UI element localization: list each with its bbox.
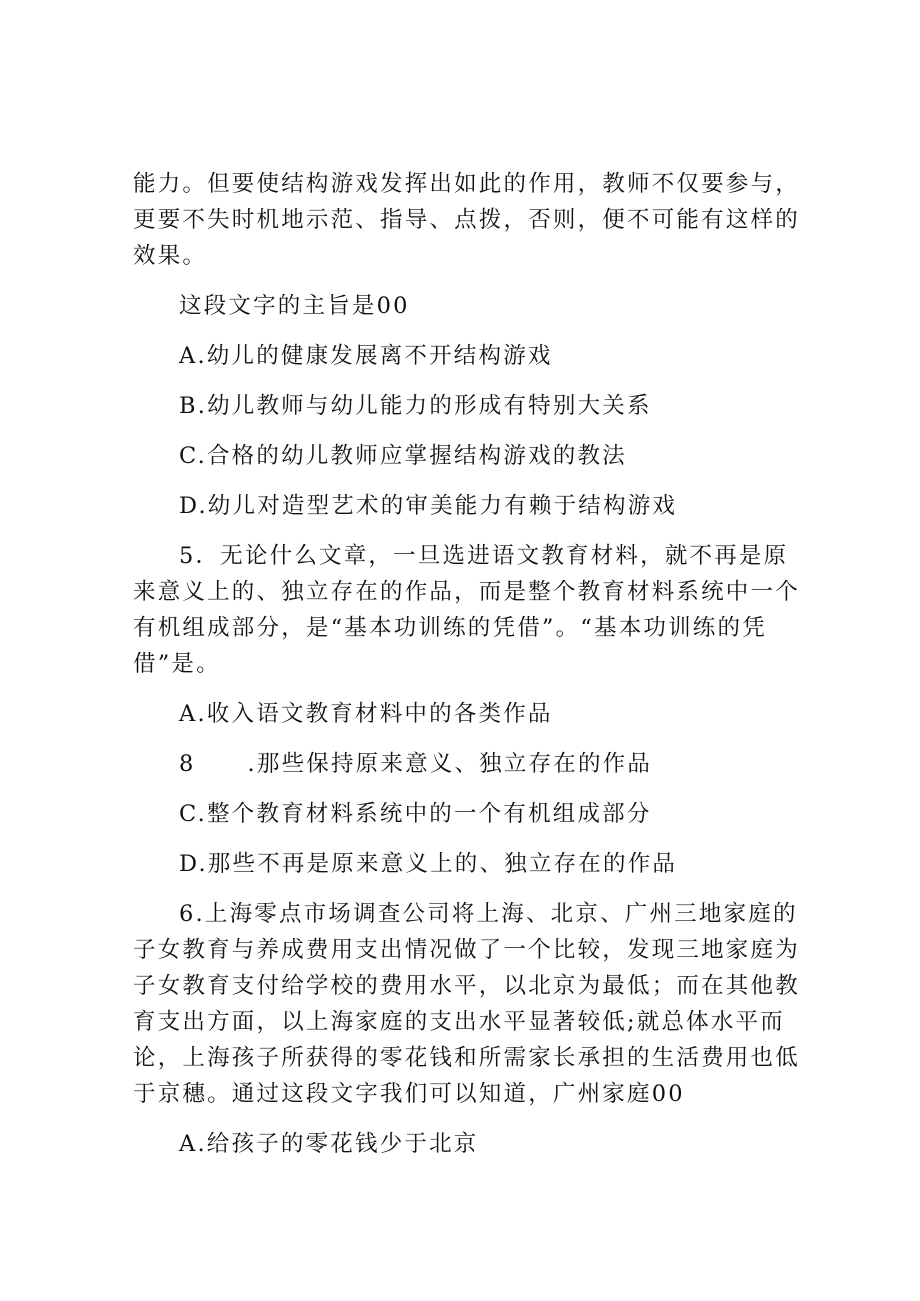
question-5-option-d: D.那些不再是原来意义上的、独立存在的作品 [179,851,678,877]
option-number: 8 [179,751,196,777]
question-5-option-c: C.整个教育材料系统中的一个有机组成部分 [179,801,652,827]
question-4-option-a: A.幼儿的健康发展离不开结构游戏 [179,343,553,369]
question-4-stem: 这段文字的主旨是00 [179,293,410,319]
question-4-option-d: D.幼儿对造型艺术的审美能力有赖于结构游戏 [179,493,678,519]
paragraph-continuation: 能力。但要使结构游戏发挥出如此的作用，教师不仅要参与，更要不失时机地示范、指导、点拨，否则，便不可能有这样的效果。 [133,171,800,269]
question-6-option-a: A.给孩子的零花钱少于北京 [179,1131,479,1157]
question-4-option-b: B.幼儿教师与幼儿能力的形成有特别大关系 [179,393,652,419]
option-text: .那些保持原来意义、独立存在的作品 [247,751,653,777]
question-4-option-c: C.合格的幼儿教师应掌握结构游戏的教法 [179,443,627,469]
question-6-stem: 6.上海零点市场调查公司将上海、北京、广州三地家庭的子女教育与养成费用支出情况做了一个比较，发现三地家庭为子女教育支付给学校的费用水平，以北京为最低；而在其他教育支出方面，以上海家庭的支出水平显著较低;就总体水平而论，上海孩子所获得的零花钱和所需家长承担的生活费用也低于京穗。通过这段文字我们可以知道，广州家庭00 [133,901,800,1107]
question-5-option-a: A.收入语文教育材料中的各类作品 [179,701,553,727]
question-5-stem: 5．无论什么文章，一旦选进语文教育材料，就不再是原来意义上的、独立存在的作品，而是整个教育材料系统中一个有机组成部分，是“基本功训练的凭借”。“基本功训练的凭借”是。 [133,543,800,677]
question-5-option-b [133,746,802,782]
